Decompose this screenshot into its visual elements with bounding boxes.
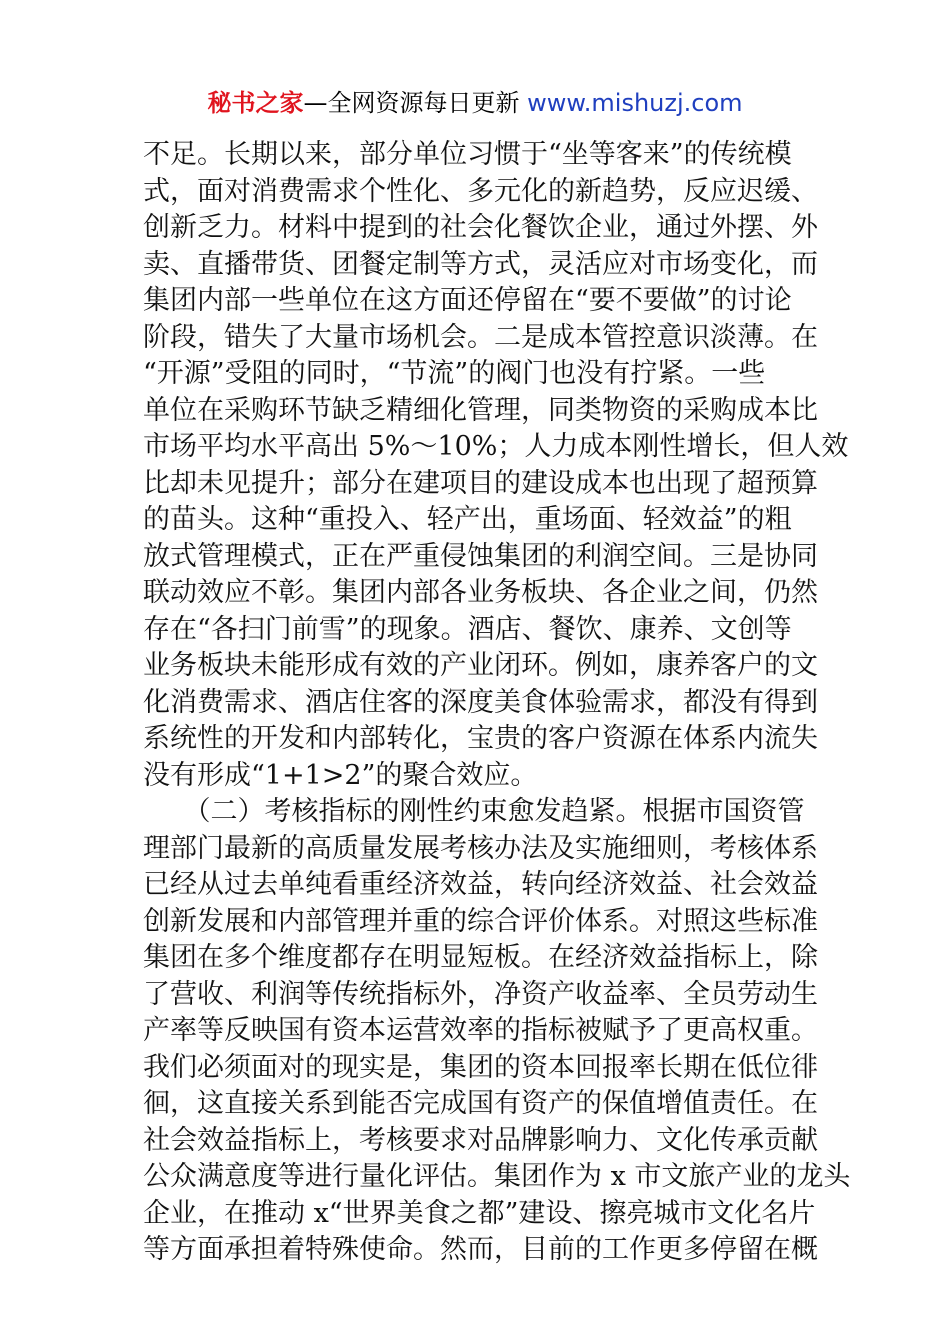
text-line: 卖、直播带货、团餐定制等方式，灵活应对市场变化，而 [143,248,818,280]
text-line: 理部门最新的高质量发展考核办法及实施细则，考核体系 [143,832,818,864]
text-line: 化消费需求、酒店住客的深度美食体验需求，都没有得到 [143,686,818,718]
text-line: 存在“各扫门前雪”的现象。酒店、餐饮、康养、文创等 [143,613,792,645]
text-line: 系统性的开发和内部转化，宝贵的客户资源在体系内流失 [143,723,818,754]
site-header [0,86,950,120]
text-line: 联动效应不彰。集团内部各业务板块、各企业之间，仍然 [143,577,818,608]
document-body [143,137,851,1269]
text-line: 社会效益指标上，考核要求对品牌影响力、文化传承贡献 [143,1124,818,1156]
text-line: 放式管理模式，正在严重侵蚀集团的利润空间。三是协同 [143,540,818,572]
text-line: 徊，这直接关系到能否完成国有资产的保值增值责任。在 [143,1088,818,1119]
text-line: 集团内部一些单位在这方面还停留在“要不要做”的讨论 [143,285,792,316]
text-line: 不足。长期以来，部分单位习惯于“坐等客来”的传统模 [143,139,792,170]
text-line: 的苗头。这种“重投入、轻产出，重场面、轻效益”的粗 [143,504,792,535]
text-line: 创新乏力。材料中提到的社会化餐饮企业，通过外摆、外 [143,212,818,243]
text-line: 市场平均水平高出 5%～10%；人力成本刚性增长，但人效 [143,431,849,462]
text-line: 等方面承担着特殊使命。然而，目前的工作更多停留在概 [143,1234,818,1265]
text-line: （二）考核指标的刚性约束愈发趋紧。根据市国资管 [143,796,805,827]
text-line: 单位在采购环节缺乏精细化管理，同类物资的采购成本比 [143,394,818,426]
text-line: 集团在多个维度都存在明显短板。在经济效益指标上，除 [143,942,818,973]
text-line: 阶段，错失了大量市场机会。二是成本管控意识淡薄。在 [143,321,818,353]
text-line: 产率等反映国有资本运营效率的指标被赋予了更高权重。 [143,1015,818,1046]
text-line: 式，面对消费需求个性化、多元化的新趋势，反应迟缓、 [143,175,818,207]
text-line: 公众满意度等进行量化评估。集团作为 x 市文旅产业的龙头 [143,1161,851,1192]
text-line: 企业，在推动 x“世界美食之都”建设、擦亮城市文化名片 [143,1197,816,1229]
text-line: 创新发展和内部管理并重的综合评价体系。对照这些标准 [143,905,818,937]
text-line: 了营收、利润等传统指标外，净资产收益率、全员劳动生 [143,978,818,1010]
brand-name: 秘书之家 [207,89,304,117]
text-line: 比却未见提升；部分在建项目的建设成本也出现了超预算 [143,467,818,499]
site-url-link[interactable]: www.mishuzj.com [527,89,743,117]
header-tagline: —全网资源每日更新 [303,89,528,117]
text-line: 没有形成“1+1>2”的聚合效应。 [143,759,538,791]
text-line: 已经从过去单纯看重经济效益，转向经济效益、社会效益 [143,869,818,900]
text-line: 我们必须面对的现实是，集团的资本回报率长期在低位徘 [143,1051,818,1083]
text-line: “开源”受阻的同时，“节流”的阀门也没有拧紧。一些 [143,358,766,389]
text-line: 业务板块未能形成有效的产业闭环。例如，康养客户的文 [143,650,818,681]
